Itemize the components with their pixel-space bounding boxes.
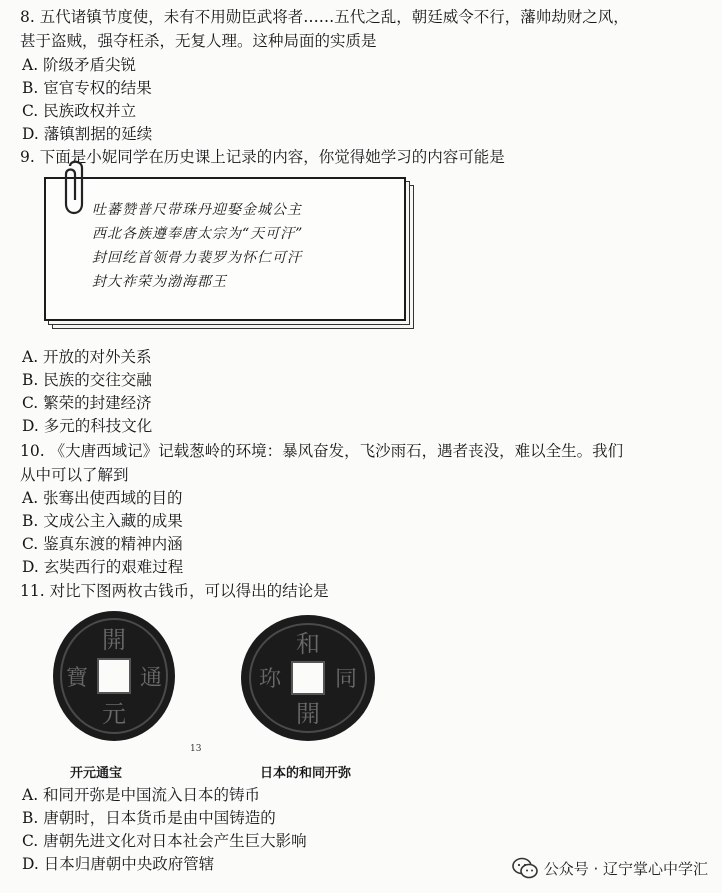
- q8-option-c: C. 民族政权并立: [22, 102, 137, 120]
- q11-option-c: C. 唐朝先进文化对日本社会产生巨大影响: [22, 832, 307, 850]
- watermark-text: 公众号 · 辽宁掌心中学汇: [543, 859, 708, 878]
- q8-option-d: D. 藩镇割据的延续: [22, 125, 153, 143]
- wechat-icon: [512, 857, 538, 879]
- q9-option-a: A. 开放的对外关系: [22, 348, 152, 366]
- q10-stem-line2: 从中可以了解到: [20, 466, 129, 484]
- paperclip-icon: [60, 160, 90, 218]
- q11-option-d: D. 日本归唐朝中央政府管辖: [22, 855, 215, 873]
- coin-left-char-top: 開: [102, 626, 126, 654]
- coin-right-char-bottom: 開: [296, 700, 320, 728]
- coin-left-char-right: 通: [139, 666, 163, 691]
- q11-option-b: B. 唐朝时，日本货币是由中国铸造的: [22, 809, 276, 827]
- q10-stem-line1: 10. 《大唐西域记》记载葱岭的环境：暴风奋发，飞沙雨石，遇者丧没，难以全生。我们: [20, 442, 624, 460]
- coin-left-char-left: 寶: [65, 666, 89, 691]
- q11-stem: 11. 对比下图两枚古钱币，可以得出的结论是: [20, 582, 329, 600]
- coin-right-char-left: 珎: [258, 667, 282, 692]
- wado-kaichin-coin-image: [238, 612, 378, 744]
- q10-option-d: D. 玄奘西行的艰难过程: [22, 558, 184, 576]
- q9-option-c: C. 繁荣的封建经济: [22, 394, 152, 412]
- page-mark: 13: [190, 744, 202, 754]
- q10-option-a: A. 张骞出使西域的目的: [22, 489, 183, 507]
- q8-option-b: B. 宦官专权的结果: [22, 79, 152, 97]
- q9-option-b: B. 民族的交往交融: [22, 371, 152, 389]
- watermark: [512, 857, 708, 879]
- note-line-1: 吐蕃赞普尺带珠丹迎娶金城公主: [92, 202, 302, 218]
- coin-left-char-bottom: 元: [102, 700, 126, 728]
- note-line-4: 封大祚荣为渤海郡王: [92, 274, 227, 290]
- q8-option-a: A. 阶级矛盾尖锐: [22, 56, 137, 74]
- q11-option-a: A. 和同开弥是中国流入日本的铸币: [22, 786, 261, 804]
- q9-stem: 9. 下面是小妮同学在历史课上记录的内容，你觉得她学习的内容可能是: [20, 148, 505, 166]
- coin-right-caption: 日本的和同开弥: [260, 766, 352, 781]
- coin-right-char-right: 同: [334, 667, 358, 692]
- q10-option-b: B. 文成公主入藏的成果: [22, 512, 183, 530]
- coin-right-char-top: 和: [296, 630, 320, 658]
- note-line-3: 封回纥首领骨力裴罗为怀仁可汗: [92, 250, 302, 266]
- kaiyuan-coin-image: [50, 608, 178, 744]
- q9-option-d: D. 多元的科技文化: [22, 417, 153, 435]
- note-card: [44, 177, 406, 321]
- note-line-2: 西北各族遵奉唐太宗为“天可汗”: [92, 226, 304, 242]
- q8-stem-line2: 甚于盗贼，强夺枉杀，无复人理。这种局面的实质是: [20, 32, 377, 50]
- coin-left-caption: 开元通宝: [70, 766, 123, 781]
- q10-option-c: C. 鉴真东渡的精神内涵: [22, 535, 183, 553]
- q8-stem-line1: 8. 五代诸镇节度使，未有不用勋臣武将者……五代之乱，朝廷威令不行，藩帅劫财之风，: [20, 8, 629, 26]
